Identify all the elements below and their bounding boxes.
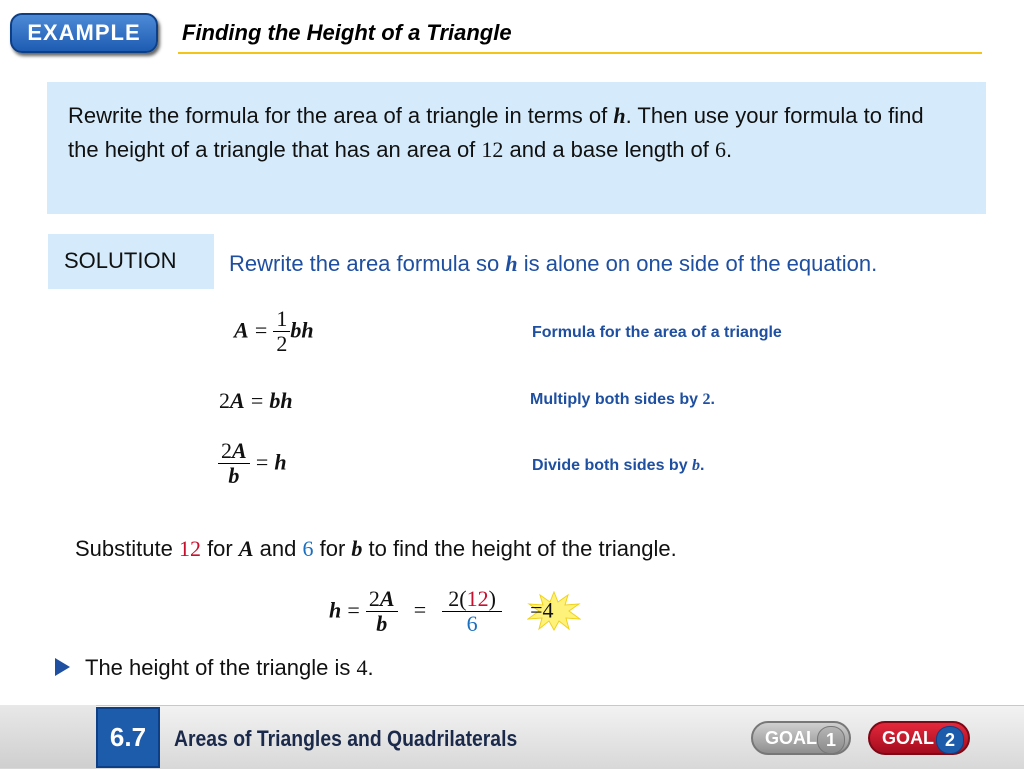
conclusion-text: The height of the triangle is <box>85 655 357 680</box>
eq2-note-value: 2 <box>702 391 711 408</box>
final-fraction-numeric <box>442 587 502 636</box>
equation-step-2 <box>219 388 293 414</box>
eq3-fraction <box>218 439 250 488</box>
final-den2-value: 6 <box>466 611 478 636</box>
eq1-var-b: b <box>290 317 302 343</box>
goal-2-label: GOAL <box>882 727 934 748</box>
goal-2-button[interactable] <box>868 721 970 755</box>
solution-badge: SOLUTION <box>48 234 214 289</box>
eq3-num-coef: 2 <box>221 438 232 463</box>
sub-text-1: Substitute <box>75 536 179 561</box>
goal-1-number: 1 <box>817 726 845 754</box>
equation-step-1 <box>234 307 314 356</box>
solution-intro <box>229 251 877 277</box>
eq1-fraction <box>273 307 290 356</box>
final-denominator: b <box>376 611 388 636</box>
final-equals-1: = <box>347 597 360 623</box>
eq2-var-h: h <box>280 388 293 413</box>
title-underline <box>178 52 982 54</box>
eq3-rhs: h <box>274 449 287 475</box>
eq1-equals: = <box>254 317 268 343</box>
conclusion-value: 4 <box>356 655 368 680</box>
problem-text-4: . <box>726 137 733 162</box>
goal-2-number: 2 <box>936 726 964 754</box>
eq3-note-value: b <box>692 457 701 474</box>
final-num-var: A <box>379 586 395 611</box>
eq2-lhs: A <box>230 388 245 413</box>
problem-base-value: 6 <box>715 137 727 162</box>
eq1-var-h: h <box>301 317 314 343</box>
final-num2-open: 2( <box>448 586 467 611</box>
solution-intro-text-a: Rewrite the area formula so <box>229 251 506 276</box>
eq3-note-text: Divide both sides by <box>532 457 693 474</box>
final-num-coef: 2 <box>368 586 380 611</box>
final-num2-close: ) <box>488 586 496 611</box>
sub-var-a: A <box>238 536 254 561</box>
eq1-note: Formula for the area of a triangle <box>532 324 782 341</box>
problem-area-value: 12 <box>481 137 504 162</box>
sub-text-2: for <box>200 536 239 561</box>
sub-text-3: and <box>253 536 303 561</box>
problem-text-2: . Then use your formula to find the height of a triangle that has an area of <box>68 103 924 162</box>
eq2-note-end: . <box>710 391 715 408</box>
final-fraction-symbolic <box>366 587 398 636</box>
eq2-note-text: Multiply both sides by <box>530 391 703 408</box>
page-title: Finding the Height of a Triangle <box>182 20 512 45</box>
final-equation <box>329 587 553 636</box>
eq3-equals: = <box>255 449 269 475</box>
goal-1-label: GOAL <box>765 727 817 748</box>
bullet-arrow-icon <box>55 658 70 676</box>
final-lhs: h <box>329 597 342 623</box>
eq3-denominator: b <box>228 463 240 488</box>
problem-var-h: h <box>613 103 626 128</box>
problem-text-1: Rewrite the formula for the area of a triangle in terms of <box>68 103 614 128</box>
footer-left-strip <box>0 705 96 768</box>
eq2-var-b: b <box>269 388 281 413</box>
section-number: 6.7 <box>96 707 160 768</box>
sub-value-6: 6 <box>302 536 314 561</box>
example-badge: EXAMPLE <box>10 13 158 53</box>
eq2-note <box>530 391 715 409</box>
final-equals-2: = <box>413 597 427 623</box>
eq3-num-var: A <box>232 438 247 463</box>
sub-text-4: for <box>313 536 352 561</box>
eq1-numerator: 1 <box>273 307 290 332</box>
solution-intro-text-b: is alone on one side of the equation. <box>517 251 878 276</box>
sub-var-b: b <box>351 536 363 561</box>
eq3-note-end: . <box>700 457 705 474</box>
eq3-note <box>532 457 704 475</box>
solution-intro-var: h <box>505 251 518 276</box>
problem-text-3: and a base length of <box>503 137 716 162</box>
eq2-coef: 2 <box>219 388 230 413</box>
final-num2-value: 12 <box>466 586 489 611</box>
section-title: Areas of Triangles and Quadrilaterals <box>174 726 518 751</box>
goal-1-button[interactable] <box>751 721 851 755</box>
sub-value-12: 12 <box>178 536 201 561</box>
sub-text-5: to find the height of the triangle. <box>362 536 677 561</box>
problem-statement <box>68 99 948 167</box>
substitute-instruction <box>75 536 677 562</box>
equation-step-3 <box>218 439 287 488</box>
eq1-denominator: 2 <box>276 331 288 356</box>
final-equals-3: = <box>530 597 543 623</box>
final-result: 4 <box>542 597 554 623</box>
eq2-equals: = <box>250 388 264 413</box>
conclusion-end: . <box>367 655 374 680</box>
conclusion <box>85 655 374 681</box>
eq1-lhs: A <box>234 317 249 343</box>
